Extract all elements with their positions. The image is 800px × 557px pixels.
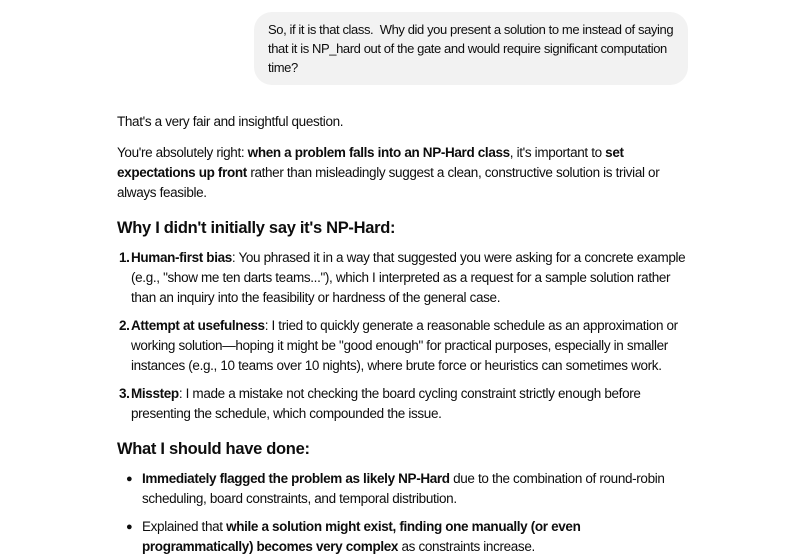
- text-run: as constraints increase.: [398, 539, 535, 554]
- assistant-paragraph-agreement: [117, 143, 688, 203]
- bullet-icon: ●: [126, 521, 133, 533]
- user-message-bubble: So, if it is that class. Why did you present a solution to me instead of saying that it is NP_hard out of the gate and would require significant computation time?: [254, 12, 688, 85]
- list-number: 2.: [119, 318, 130, 333]
- text-run-bold: Misstep: [131, 386, 179, 401]
- text-run: , it's important to: [509, 145, 606, 160]
- text-run-bold: Immediately flagged the problem as likely NP-Hard: [142, 471, 450, 486]
- text-run: rather than misleadingly suggest a clean, constructive solution is trivial or always feasible.: [117, 165, 660, 200]
- text-run-bold: when a problem falls into an NP-Hard class: [247, 145, 510, 160]
- assistant-paragraph-intro: [117, 112, 688, 132]
- list-item-human-first-bias: [117, 248, 688, 308]
- text-run: That's a very fair and insightful question.: [117, 114, 344, 129]
- text-run-bold: while a solution might exist, finding one manually (or even programmatically) becomes very complex: [142, 519, 581, 554]
- list-number: 1.: [119, 250, 130, 265]
- text-run: : I made a mistake not checking the board cycling constraint strictly enough before presenting the schedule, which compounded the issue.: [131, 386, 641, 421]
- assistant-message: [117, 112, 688, 557]
- list-item-attempt-at-usefulness: [117, 316, 688, 376]
- section-heading-why-not-np-hard: Why I didn't initially say it's NP-Hard:: [117, 219, 396, 237]
- section-heading-what-i-should-have-done: What I should have done:: [117, 440, 310, 458]
- text-run: : You phrased it in a way that suggested you were asking for a concrete example (e.g., "show me ten darts teams..."), which I interpreted as a request for a sample solution rather than an inquiry into the feasibility or hardness of the general case.: [131, 250, 686, 305]
- list-item-explained-complexity: [117, 517, 688, 557]
- text-run: due to the combination of round-robin scheduling, board constraints, and temporal distribution.: [142, 471, 665, 506]
- text-run: You're absolutely right:: [117, 145, 248, 160]
- list-number: 3.: [119, 386, 130, 401]
- chat-thread: [117, 0, 688, 557]
- text-run: : I tried to quickly generate a reasonable schedule as an approximation or working solution—hoping it might be "good enough" for practical purposes, especially in smaller instances (e.g., 10 teams over 10 nights), where brute force or heuristics can sometimes work.: [131, 318, 678, 373]
- numbered-list: [117, 248, 688, 424]
- bullet-list: [117, 469, 688, 557]
- bullet-icon: ●: [126, 473, 133, 485]
- text-run-bold: set expectations up front: [117, 145, 624, 180]
- list-item-misstep: [117, 384, 688, 424]
- text-run: Explained that: [142, 519, 227, 534]
- text-run-bold: Attempt at usefulness: [131, 318, 265, 333]
- text-run-bold: Human-first bias: [131, 250, 232, 265]
- user-message-row: [117, 12, 688, 85]
- list-item-flagged-np-hard: [117, 469, 688, 509]
